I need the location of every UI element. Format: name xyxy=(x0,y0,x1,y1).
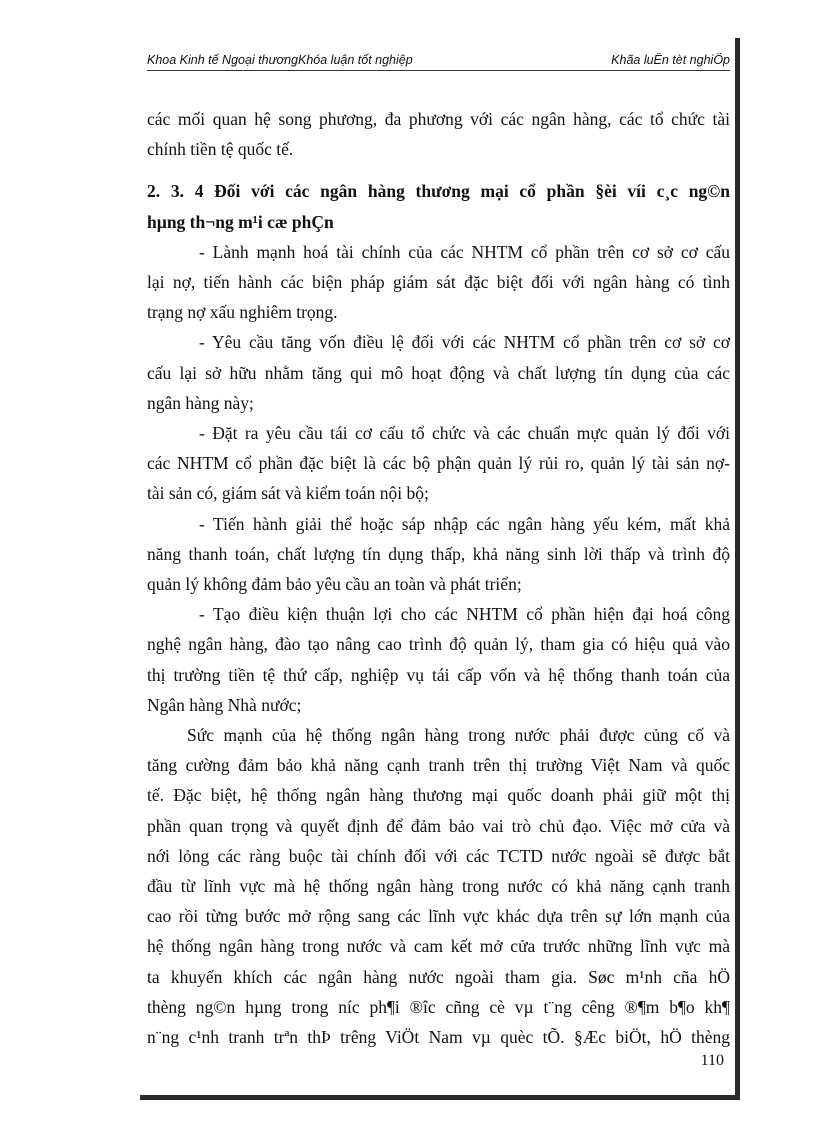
paragraph-gap xyxy=(147,164,730,176)
body-text-line: cấu lại sở hữu nhằm tăng qui mô hoạt động và chất lượng tín dụng của các xyxy=(147,362,730,383)
body-text-line: chính tiền tệ quốc tế. xyxy=(147,139,294,160)
body-text-line: n¨ng c¹nh tranh trªn thÞ trêng ViÖt Nam vµ quèc tÕ. §Æc biÖt, hÖ thèng xyxy=(147,1027,730,1048)
body-text-line: thị trường tiền tệ thứ cấp, nghiệp vụ tái cấp vốn và hệ thống thanh toán của xyxy=(147,664,730,685)
body-text-line: - Lành mạnh hoá tài chính của các NHTM cổ phần trên cơ sở cơ cấu xyxy=(199,241,730,262)
body-text-line: - Yêu cầu tăng vốn điều lệ đối với các NHTM cổ phần trên cơ sở cơ xyxy=(199,332,730,353)
body-text-line: - Đặt ra yêu cầu tái cơ cấu tổ chức và các chuẩn mực quản lý đối với xyxy=(199,423,730,444)
body-text-line: ngân hàng này; xyxy=(147,392,254,413)
body-text-line: hệ thống ngân hàng trong nước và cam kết mở cửa trước những lĩnh vực mà xyxy=(147,936,730,957)
body-text-line: nghệ ngân hàng, đào tạo nâng cao trình độ quản lý, tham gia có hiệu quả vào xyxy=(147,634,730,655)
page-number: 110 xyxy=(700,1052,724,1069)
header-right-text: Khãa luËn tèt nghiÖp xyxy=(611,53,730,67)
body-text-line: Ngân hàng Nhà nước; xyxy=(147,694,302,715)
body-text-line: quản lý không đảm bảo yêu cầu an toàn và phát triển; xyxy=(147,574,522,595)
section-heading-line: 2. 3. 4 Đối với các ngân hàng thương mại cổ phần §èi víi c¸c ng©n xyxy=(147,181,730,202)
body-text-line: lại nợ, tiến hành các biện pháp giám sát đặc biệt đối với ngân hàng có tình xyxy=(147,272,730,293)
body-text-line: các NHTM cổ phần đặc biệt là các bộ phận quản lý rủi ro, quản lý tài sản nợ- xyxy=(147,453,730,474)
body-text-line: đầu từ lĩnh vực mà hệ thống ngân hàng trong nước có khả năng cạnh tranh xyxy=(147,876,730,897)
body-text-line: tài sản có, giám sát và kiểm toán nội bộ; xyxy=(147,483,429,504)
body-text-line: nới lỏng các ràng buộc tài chính đối với các TCTD nước ngoài sẽ được bắt xyxy=(147,845,730,866)
body-text-line: năng thanh toán, chất lượng tín dụng thấp, khả năng sinh lời thấp và trình độ xyxy=(147,543,730,564)
body-text-line: ta khuyến khích các ngân hàng nước ngoài tham gia. Søc m¹nh cña hÖ xyxy=(147,966,730,987)
body-text-line: phần quan trọng và quyết định để đảm bảo vai trò chủ đạo. Việc mở cửa và xyxy=(147,815,730,836)
body-text-line: tế. Đặc biệt, hệ thống ngân hàng thương mại quốc doanh phải giữ một thị xyxy=(147,785,730,806)
page-header xyxy=(147,48,730,71)
body-text-line: trạng nợ xấu nghiêm trọng. xyxy=(147,302,338,323)
section-heading-line: hµng th¬ng m¹i cæ phÇn xyxy=(147,211,334,232)
document-body xyxy=(147,104,730,1052)
body-text-line: Sức mạnh của hệ thống ngân hàng trong nước phải được củng cố và xyxy=(187,725,730,746)
body-text-line: tăng cường đảm bảo khả năng cạnh tranh trên thị trường Việt Nam và quốc xyxy=(147,755,730,776)
body-text-line: thèng ng©n hµng trong níc ph¶i ®îc cñng cè vµ t¨ng cêng ®¶m b¶o kh¶ xyxy=(147,996,730,1017)
body-text-line: - Tạo điều kiện thuận lợi cho các NHTM cổ phần hiện đại hoá công xyxy=(199,604,730,625)
body-text-line: - Tiến hành giải thể hoặc sáp nhập các ngân hàng yếu kém, mất khả xyxy=(199,513,730,534)
body-text-line: các mối quan hệ song phương, đa phương với các ngân hàng, các tổ chức tài xyxy=(147,109,730,129)
header-left-text: Khoa Kinh tế Ngoại thươngKhóa luận tốt nghiệp xyxy=(147,53,413,67)
body-text-line: cao rồi từng bước mở rộng sang các lĩnh vực khác dựa trên sự lớn mạnh của xyxy=(147,906,730,927)
